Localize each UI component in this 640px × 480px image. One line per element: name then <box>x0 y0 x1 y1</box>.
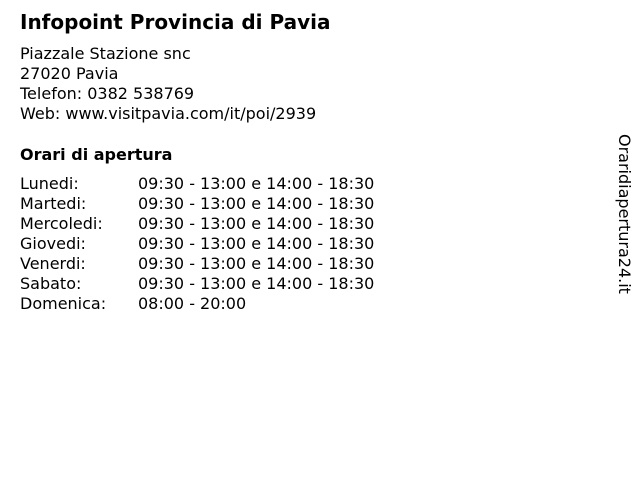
time-range: 09:30 - 13:00 e 14:00 - 18:30 <box>138 214 375 233</box>
day-label: Venerdi: <box>20 254 86 273</box>
opening-hours-table <box>20 174 374 314</box>
day-label: Sabato: <box>20 274 82 293</box>
hours-row-saturday <box>20 274 374 294</box>
hours-row-monday <box>20 174 374 194</box>
hours-row-thursday <box>20 234 374 254</box>
day-label: Lunedi: <box>20 174 79 193</box>
hours-row-tuesday <box>20 194 374 214</box>
time-range: 09:30 - 13:00 e 14:00 - 18:30 <box>138 274 375 293</box>
hours-row-friday <box>20 254 374 274</box>
day-label: Giovedi: <box>20 234 86 253</box>
city: 27020 Pavia <box>20 64 119 83</box>
time-range: 09:30 - 13:00 e 14:00 - 18:30 <box>138 234 375 253</box>
time-range: 09:30 - 13:00 e 14:00 - 18:30 <box>138 194 375 213</box>
day-label: Mercoledi: <box>20 214 103 233</box>
site-watermark-label: Oraridiapertura24.it <box>615 134 634 294</box>
address-block <box>20 44 316 124</box>
time-range: 09:30 - 13:00 e 14:00 - 18:30 <box>138 254 375 273</box>
website: Web: www.visitpavia.com/it/poi/2939 <box>20 104 317 123</box>
hours-row-sunday <box>20 294 374 314</box>
opening-hours-heading: Orari di apertura <box>20 145 173 164</box>
day-label: Martedi: <box>20 194 87 213</box>
time-range: 08:00 - 20:00 <box>138 294 247 313</box>
day-label: Domenica: <box>20 294 107 313</box>
time-range: 09:30 - 13:00 e 14:00 - 18:30 <box>138 174 375 193</box>
hours-row-wednesday <box>20 214 374 234</box>
street-address: Piazzale Stazione snc <box>20 44 191 63</box>
phone-number: Telefon: 0382 538769 <box>20 84 195 103</box>
page-title: Infopoint Provincia di Pavia <box>20 10 331 34</box>
